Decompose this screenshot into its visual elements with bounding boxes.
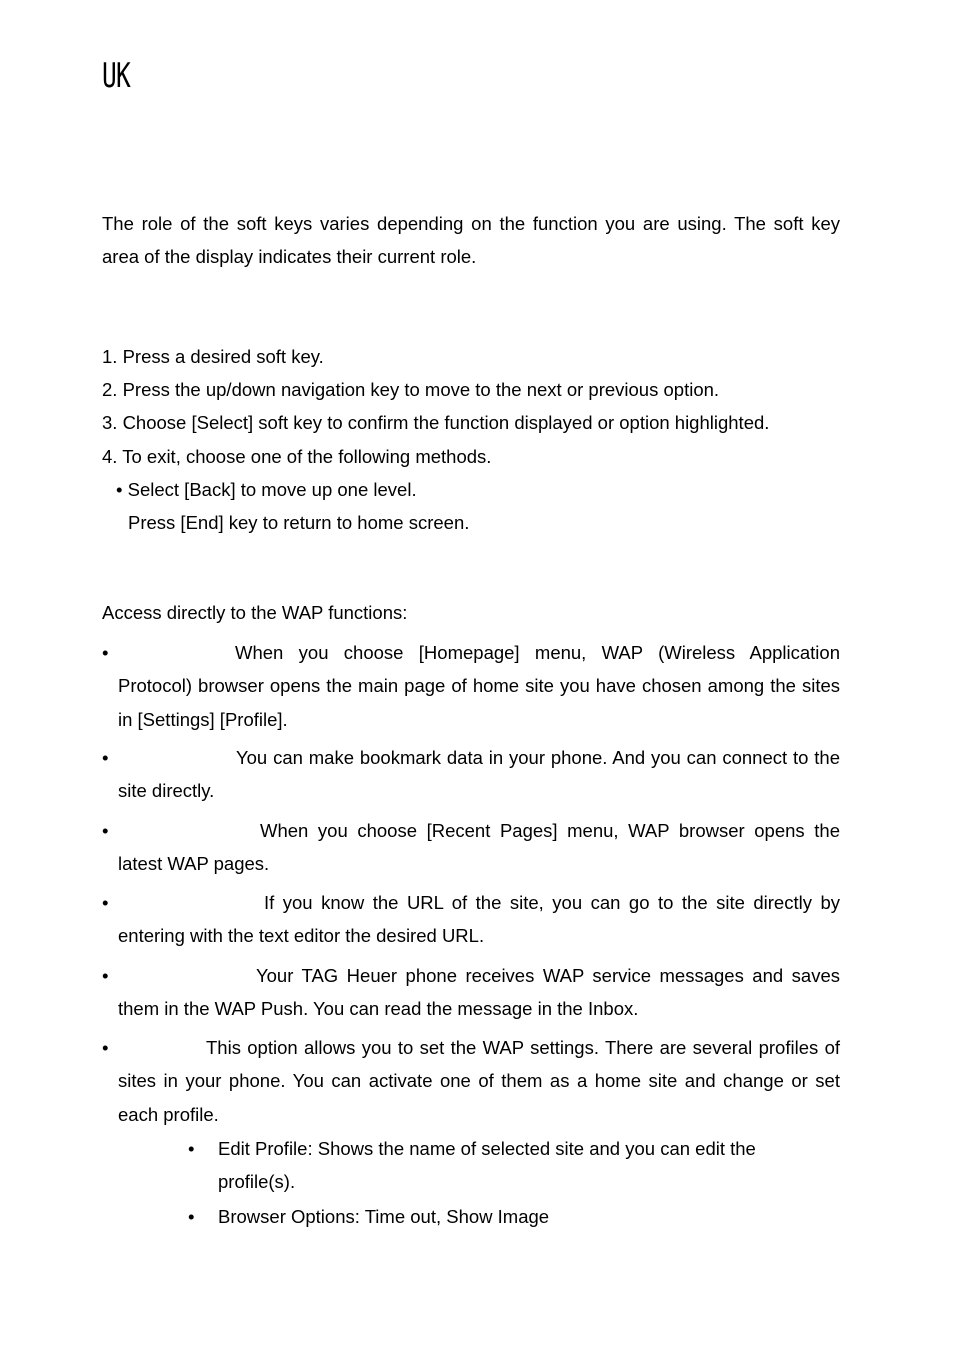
wap-item-go-to-url-text: If you know the URL of the site, you can go to the site directly by entering with the text editor the desired URL. (118, 892, 840, 947)
bullet-dot: • (102, 820, 109, 841)
intro-paragraph: The role of the soft keys varies depending on the function you are using. The soft key area of the display indicates their current role. (102, 213, 840, 268)
wap-item-recent-pages-text: When you choose [Recent Pages] menu, WAP browser opens the latest WAP pages. (118, 820, 840, 875)
settings-sub-browser-options: Browser Options: Time out, Show Image (218, 1206, 550, 1227)
wap-intro: Access directly to the WAP functions: (102, 602, 408, 623)
bullet-dot: • (102, 892, 109, 913)
sub-bullet-dot: • (188, 1138, 195, 1159)
wap-item-go-to-url (118, 886, 840, 953)
wap-item-homepage (118, 636, 840, 736)
exit-method-back: • Select [Back] to move up one level. (116, 479, 417, 500)
bullet-dot: • (102, 1037, 109, 1058)
wap-item-push-inbox-text: Your TAG Heuer phone receives WAP service messages and saves them in the WAP Push. You can read the message in the Inbox. (118, 965, 840, 1020)
step-2: 2. Press the up/down navigation key to move to the next or previous option. (102, 379, 720, 400)
exit-method-end: Press [End] key to return to home screen. (128, 512, 470, 533)
wap-item-bookmarks (118, 741, 840, 808)
sub-bullet-dot: • (188, 1206, 195, 1227)
language-label: UK (102, 56, 131, 96)
wap-item-homepage-text: When you choose [Homepage] menu, WAP (Wireless Application Protocol) browser opens the main page of home site you have chosen among the sites in [Settings] [Profile]. (118, 642, 840, 730)
wap-item-settings-text: This option allows you to set the WAP settings. There are several profiles of sites in your phone. You can activate one of them as a home site and change or set each profile. (118, 1037, 840, 1125)
step-3: 3. Choose [Select] soft key to confirm the function displayed or option highlighted. (102, 412, 770, 433)
wap-item-settings (118, 1031, 840, 1131)
wap-item-bookmarks-text: You can make bookmark data in your phone. And you can connect to the site directly. (118, 747, 840, 802)
settings-sub-edit-profile: Edit Profile: Shows the name of selected site and you can edit the profile(s). (218, 1138, 756, 1193)
step-1: 1. Press a desired soft key. (102, 346, 324, 367)
wap-item-recent-pages (118, 814, 840, 881)
bullet-dot: • (102, 965, 109, 986)
bullet-dot: • (102, 642, 109, 663)
bullet-dot: • (102, 747, 109, 768)
step-4: 4. To exit, choose one of the following methods. (102, 446, 492, 467)
wap-item-push-inbox (118, 959, 840, 1026)
